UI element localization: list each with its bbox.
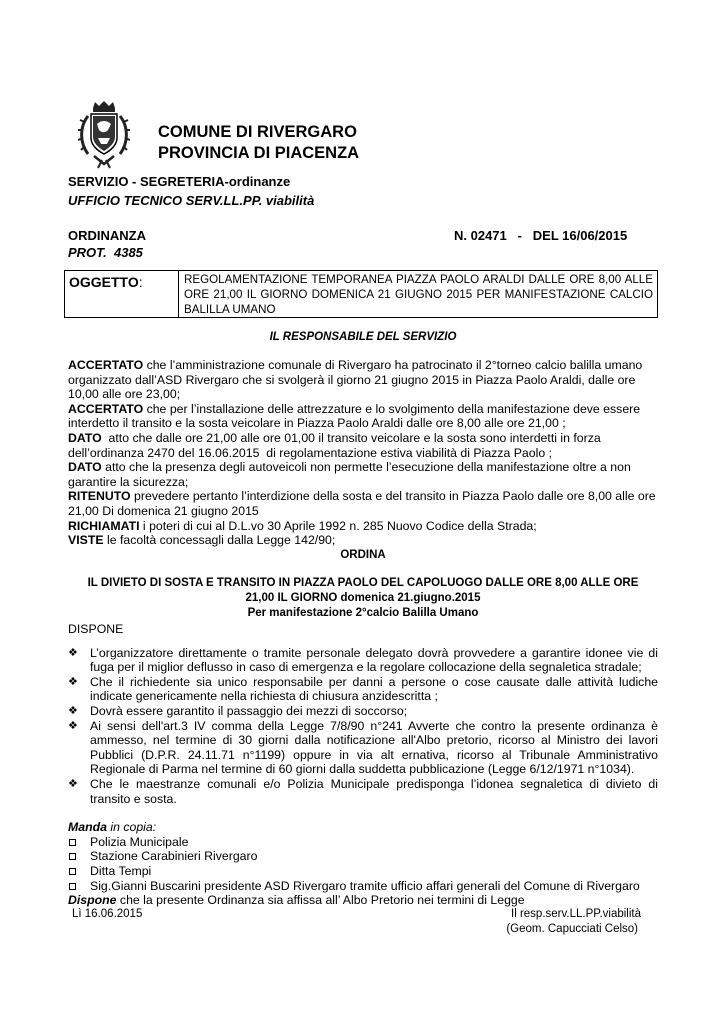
copies-list: [68, 835, 658, 893]
dispone-final: Dispone che la presente Ordinanza sia affissa all’ Albo Pretorio nei termini di Legge: [68, 893, 525, 908]
square-bullet-icon: [69, 883, 76, 890]
premise-item: RICHIAMATI i poteri di cui al D.L.vo 30 Aprile 1992 n. 285 Nuovo Codice della Strada;: [68, 518, 537, 533]
place-date: Lì 16.06.2015: [72, 908, 143, 920]
list-item: ❖ L’organizzatore direttamente o tramite personale delegato dovrà provvedere a garantire idonee vie di fuga per il miglior deflusso in caso di emergenza e la regolare collocazione della segnaletica stradale;: [68, 645, 658, 675]
square-bullet-icon: [69, 853, 76, 860]
divieto-line: 21,00 IL GIORNO domenica 21.giugno.2015: [245, 591, 481, 604]
list-item: Polizia Municipale: [68, 835, 658, 850]
provincia-title: PROVINCIA DI PIACENZA: [158, 144, 360, 162]
responsible-heading: IL RESPONSABILE DEL SERVIZIO: [269, 331, 457, 343]
diamond-bullet-icon: ❖: [68, 778, 78, 791]
premise-item: ACCERTATO che l’amministrazione comunale di Rivergaro ha patrocinato il 2°torneo calcio balilla umano organizzato dall’ASD Rivergaro che si svolgerà il giorno 21 giugno 2015 in Piazza Paolo Araldi, dalle ore 10,00 alle ore 23,00;: [68, 358, 643, 402]
subject-box: [64, 270, 658, 318]
manda-line: Manda in copia:: [68, 820, 157, 835]
list-item: Sig.Gianni Buscarini presidente ASD Rivergaro tramite ufficio affari generali del Comune di Rivergaro: [68, 879, 658, 894]
premise-item: RITENUTO prevedere pertanto l’interdizione della sosta e del transito in Piazza Paolo dalle ore 8,00 alle ore 21,00 Di domenica 21 giugno 2015: [68, 489, 656, 518]
document-body: [68, 358, 658, 908]
list-item: ❖ Che il richiedente sia unico responsabile per danni a persone o cose causate dalle attività ludiche indicate genericamente nella richiesta di chiusura anzidescritta ;: [68, 674, 658, 704]
square-bullet-icon: [69, 868, 76, 875]
divieto-block: [68, 576, 658, 620]
ordinance-number: N. 02471 - DEL 16/06/2015: [454, 228, 628, 243]
premises: [68, 358, 658, 548]
premise-item: ACCERTATO che per l’installazione delle attrezzature e lo svolgimento della manifestazione deve essere interdetto il transito e la sosta veicolare in Piazza Paolo Araldi dalle ore 8,00 alle ore 21,00 ;: [68, 401, 641, 431]
diamond-bullet-icon: ❖: [68, 719, 78, 732]
divieto-line: Per manifestazione 2°calcio Balilla Umano: [247, 606, 479, 619]
signer-role: Il resp.serv.LL.PP.viabilità: [511, 908, 641, 920]
subject-text: REGOLAMENTAZIONE TEMPORANEA PIAZZA PAOLO ARALDI DALLE ORE 8,00 ALLE ORE 21,00 IL GIORNO DOMENICA 21 GIUGNO 2015 PER MANIFESTAZIONE CALCIO BALILLA UMANO: [184, 273, 653, 316]
list-item: ❖ Ai sensi dell'art.3 IV comma della Legge 7/8/90 n°241 Avverte che contro la presente ordinanza è ammesso, nel termine di 30 giorni dalla notificazione all'Albo pretorio, ricorso al Ministro dei lavori Pubblici (D.P.R. 24.11.71 n°1199) oppure in via alt ernativa, ricorso al Tribunale Amministrativo Regionale di Parma nel termine di 60 giorni dalla suddetta pubblicazione (Legge 6/12/1971 n°1034).: [68, 718, 658, 777]
diamond-bullet-icon: ❖: [68, 705, 78, 718]
list-item: ❖ Che le maestranze comunali e/o Polizia Municipale predisponga l’idonea segnaletica di divieto di transito e sosta.: [68, 777, 658, 806]
premise-item: DATO atto che dalle ore 21,00 alle ore 01,00 il transito veicolare e la sosta sono interdetti in forza dell’ordinanza 2470 del 16.06.2015 di regolamentazione estiva viabilità di Piazza Paolo ;: [68, 430, 605, 460]
comune-crest: [76, 100, 132, 170]
diamond-bullet-icon: ❖: [68, 646, 78, 659]
list-item: Ditta Tempi: [68, 864, 658, 879]
list-item: Stazione Carabinieri Rivergaro: [68, 849, 658, 864]
subject-label: OGGETTO:: [65, 271, 179, 317]
divieto-line: IL DIVIETO DI SOSTA E TRANSITO IN PIAZZA PAOLO DEL CAPOLUOGO DALLE ORE 8,00 ALLE ORE: [87, 577, 639, 590]
dispone-heading: DISPONE: [68, 622, 124, 637]
premise-item: DATO atto che la presenza degli autoveicoli non permette l’esecuzione della manifestazione oltre a non garantire la sicurezza;: [68, 460, 631, 489]
premise-item: VISTE le facoltà concessagli dalla Legge 142/90;: [68, 533, 336, 548]
servizio-line: SERVIZIO - SEGRETERIA-ordinanze: [68, 174, 291, 189]
list-item: ❖ Dovrà essere garantito il passaggio dei mezzi di soccorso;: [68, 704, 408, 719]
dispositions-list: [68, 646, 658, 807]
comune-title: COMUNE DI RIVERGARO: [158, 123, 357, 141]
ufficio-line: UFFICIO TECNICO SERV.LL.PP. viabilità: [68, 193, 315, 208]
ordinanza-label: ORDINANZA: [68, 228, 146, 243]
signer-name: (Geom. Capucciati Celso): [506, 923, 638, 935]
diamond-bullet-icon: ❖: [68, 675, 78, 688]
protocol-number: PROT. 4385: [68, 245, 143, 260]
ordina-heading: ORDINA: [340, 548, 386, 561]
square-bullet-icon: [69, 839, 76, 846]
